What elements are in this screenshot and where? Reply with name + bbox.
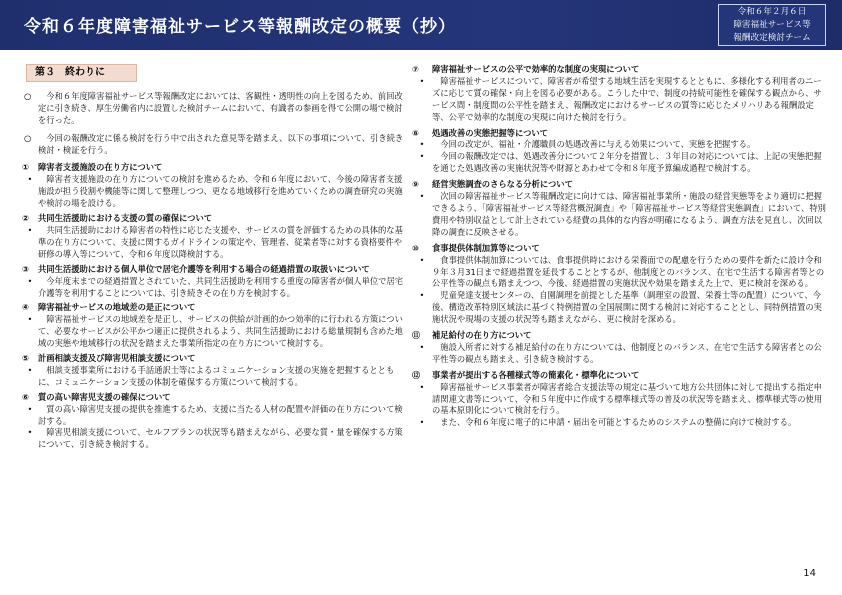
item-number: ⑨ (412, 180, 419, 190)
bullet-point (22, 314, 410, 350)
bullet-icon: • (27, 364, 33, 375)
bullet-icon: • (419, 381, 425, 392)
item-heading (412, 370, 828, 382)
numbered-item (22, 392, 410, 452)
item-title: 処遇改善の実態把握等について (432, 127, 548, 138)
circle-mark: ○ (24, 90, 32, 101)
left-item-list (22, 162, 410, 451)
bullet-icon: • (27, 427, 33, 438)
item-number: ⑪ (412, 331, 420, 341)
intro-text: 今回の報酬改定に係る検討を行う中で出された意見等を踏まえ、以下の事項について、引き続き検討・検証を行う。 (38, 132, 404, 155)
item-title: 質の高い障害児支援の確保について (38, 391, 171, 402)
bullet-point (22, 174, 410, 210)
bullet-icon: • (419, 191, 425, 202)
numbered-item (412, 370, 828, 430)
item-number: ⑩ (412, 243, 419, 253)
bullet-icon: • (27, 403, 33, 414)
numbered-item (22, 162, 410, 210)
item-number: ⑦ (412, 65, 419, 74)
item-title: 障害者支援施設の在り方について (38, 162, 163, 173)
numbered-item (22, 353, 410, 389)
bullet-text: 今年度末までの経過措置とされていた、共同生活援助を利用する重度の障害者が個人単位で居宅介護等を利用することについては、引き続きその在り方を検討する。 (38, 275, 404, 298)
numbered-item (412, 128, 828, 176)
item-title: 食事提供体制加算等について (432, 242, 540, 253)
bullet-text: 障害児相談支援について、セルフプランの状況等も踏まえながら、必要な質・量を確保する方策について、引き続き検討する。 (38, 427, 403, 450)
item-title: 障害福祉サービスの地域差の是正について (38, 302, 196, 313)
bullet-text: 食事提供体制加算については、食事提供時における栄養面での配慮を行うための要件を新たに設け令和９年３月31日まで経過措置を延長することとするが、他制度とのバランス、在宅で生活する障害者等との公平性等の観点も踏まえつつ、今後、経過措置の実施状況や効果を踏まえた上で、更に検討を深める。 (432, 254, 825, 289)
bullet-text: 相談支援事業所における手話通訳士等によるコミュニケーション支援の実施を把握するとともに、コミュニケーション支援の体制を確保する方策について検討する。 (38, 364, 395, 387)
bullet-text: 障害福祉サービス事業者が障害者総合支援法等の規定に基づいて地方公共団体に対して提出する指定申請関連文書等について、令和５年度中に作成する標準様式等の普及の状況等を踏まえ、標準様式等の使用の基本原則化について検討を行う。 (432, 381, 823, 416)
item-title: 経営実態調査のさらなる分析について (432, 179, 573, 190)
bullet-icon: • (419, 139, 425, 150)
item-title: 共同生活援助における支援の質の確保について (38, 213, 213, 224)
bullet-text: 障害福祉サービスの地域差を是正し、サービスの供給が計画的かつ効率的に行われる方策について、必要なサービスが公平かつ適正に提供されるよう、共同生活援助における総量規制も含めた地域の実態や地域移行の状況を踏まえた事業所指定の在り方について検討する。 (38, 314, 403, 349)
intro-paragraph (22, 91, 410, 127)
bullet-text: 施設入所者に対する補足給付の在り方については、他制度とのバランス、在宅で生活する障害者との公平性等の観点も踏まえ、引き続き検討する。 (432, 341, 822, 364)
bullet-point (22, 427, 410, 451)
item-number: ③ (22, 263, 30, 274)
item-heading (22, 162, 410, 174)
bullet-text: また、令和６年度に電子的に申請・届出を可能とするためのシステムの整備に向けて検討する。 (440, 417, 797, 428)
item-number: ⑥ (22, 391, 30, 402)
left-column (22, 64, 410, 454)
bullet-text: 障害福祉サービスについて、障害者が希望する地域生活を実現するとともに、多様化する利用者のニーズに応じて質の確保・向上を図る必要がある。こうした中で、制度の持続可能性を確保する観点から、サービス間・制度間の公平性を踏まえ、報酬改定におけるサービスの質等に応じたメリハリある報酬設定等、公平で効率的な制度の実現に向けた検討を行う。 (432, 75, 822, 122)
bullet-point (412, 342, 828, 366)
bullet-text: 障害者支援施設の在り方についての検討を進めるため、令和６年度において、今後の障害者支援施設が担う役割や機能等に関して整理しつつ、更なる地域移行を進めていくための調査研究の実施や検討の場を設ける。 (38, 174, 403, 209)
bullet-icon: • (27, 174, 33, 185)
bullet-point (22, 365, 410, 389)
item-heading (22, 213, 410, 225)
item-heading (412, 128, 828, 140)
bullet-point (412, 139, 828, 151)
item-heading (22, 302, 410, 314)
bullet-text: 共同生活援助における障害者の特性に応じた支援や、サービスの質を評価するための具体的な基準の在り方について、支援に関するガイドラインの策定や、管理者、従業者等に対する資格要件や研修の導入等について、令和６年度以降検討する。 (38, 224, 403, 259)
bullet-icon: • (27, 224, 33, 235)
team-line-2: 報酬改定検討チーム (733, 33, 811, 43)
bullet-icon: • (419, 341, 425, 352)
team-line-1: 障害福祉サービス等 (733, 20, 811, 30)
page-number: 14 (803, 568, 816, 579)
item-heading (412, 243, 828, 255)
date-block (718, 4, 826, 46)
item-number: ⑫ (412, 370, 420, 380)
numbered-item (412, 243, 828, 326)
item-number: ④ (22, 302, 30, 313)
bullet-point (412, 76, 828, 124)
bullet-point (412, 382, 828, 418)
numbered-item (412, 330, 828, 366)
title-banner (0, 0, 842, 50)
bullet-point (412, 290, 828, 326)
item-number: ⑧ (412, 128, 419, 138)
numbered-item (412, 64, 828, 124)
bullet-point (412, 417, 828, 429)
numbered-item (22, 302, 410, 350)
item-title: 共同生活援助における個人単位で居宅介護等を利用する場合の経過措置の取扱いについて (38, 263, 370, 274)
bullet-text: 次回の障害福祉サービス等報酬改定に向けては、障害福祉事業所・施設の経営実態等をより適切に把握できるよう、「障害福祉サービス等経営概況調査」や「障害福祉サービス等経営実態調査」において、特別費用や特別収益として計上されている経費の具体的な内容が明確になるよう、調査方法を見直し、次回以降の調査に反映させる。 (432, 191, 826, 237)
item-number: ① (22, 162, 30, 173)
item-heading (412, 64, 828, 76)
bullet-icon: • (419, 290, 425, 301)
page-title: 令和６年度障害福祉サービス等報酬改定の概要（抄） (24, 17, 456, 37)
bullet-text: 今回の報酬改定では、処遇改善分について２年分を措置し、３年目の対応については、上記の実態把握を通じた処遇改善の実施状況等や財源とあわせて令和８年度予算編成過程で検討する。 (432, 151, 822, 174)
bullet-icon: • (419, 254, 425, 265)
numbered-item (22, 264, 410, 300)
item-number: ② (22, 213, 30, 224)
circle-mark: ○ (24, 132, 32, 143)
right-column (412, 64, 828, 433)
bullet-point (22, 225, 410, 261)
numbered-item (22, 213, 410, 261)
item-title: 補足給付の在り方について (432, 330, 532, 341)
item-title: 計画相談支援及び障害児相談支援について (38, 353, 196, 364)
item-number: ⑤ (22, 353, 30, 364)
item-heading (22, 353, 410, 365)
intro-text: 今和６年度障害福祉サービス等報酬改定においては、客観性・透明性の向上を図るため、前回改定に引き続き、厚生労働省内に設置した検討チームにおいて、有識者の参画を得て公開の場で検討を行った。 (38, 90, 403, 125)
intro-paragraph (22, 133, 410, 157)
date-line: 令和６年２月６日 (737, 7, 807, 17)
item-heading (22, 264, 410, 276)
bullet-point (412, 151, 828, 175)
bullet-icon: • (419, 417, 425, 428)
item-heading (412, 179, 828, 191)
bullet-point (22, 276, 410, 300)
bullet-point (412, 255, 828, 291)
bullet-point (412, 191, 828, 239)
item-heading (22, 392, 410, 404)
bullet-icon: • (27, 275, 33, 286)
item-heading (412, 330, 828, 342)
section-heading: 第３ 終わりに (26, 64, 137, 82)
bullet-icon: • (419, 151, 425, 162)
bullet-icon: • (27, 314, 33, 325)
numbered-item (412, 179, 828, 239)
item-title: 障害福祉サービスの公平で効率的な制度の実現について (432, 64, 640, 74)
right-item-list (412, 64, 828, 429)
bullet-point (22, 404, 410, 428)
bullet-text: 質の高い障害児支援の提供を推進するため、支援に当たる人材の配置や評価の在り方について検討する。 (38, 403, 403, 426)
bullet-text: 児童発達支援センターの、自園調理を前提とした基準（調理室の設置、栄養士等の配置）について、今後、構造改革特別区域法に基づく特例措置の全国展開に関する検討に対応することとし、同特例措置の実施状況や現場の支援の状況等も踏まえながら、更に検討を深める。 (432, 290, 822, 325)
bullet-icon: • (419, 75, 425, 86)
item-title: 事業者が提出する各種様式等の簡素化・標準化について (432, 369, 640, 380)
bullet-text: 今回の改定が、福祉・介護職員の処遇改善に与える効果について、実態を把握する。 (440, 139, 756, 150)
